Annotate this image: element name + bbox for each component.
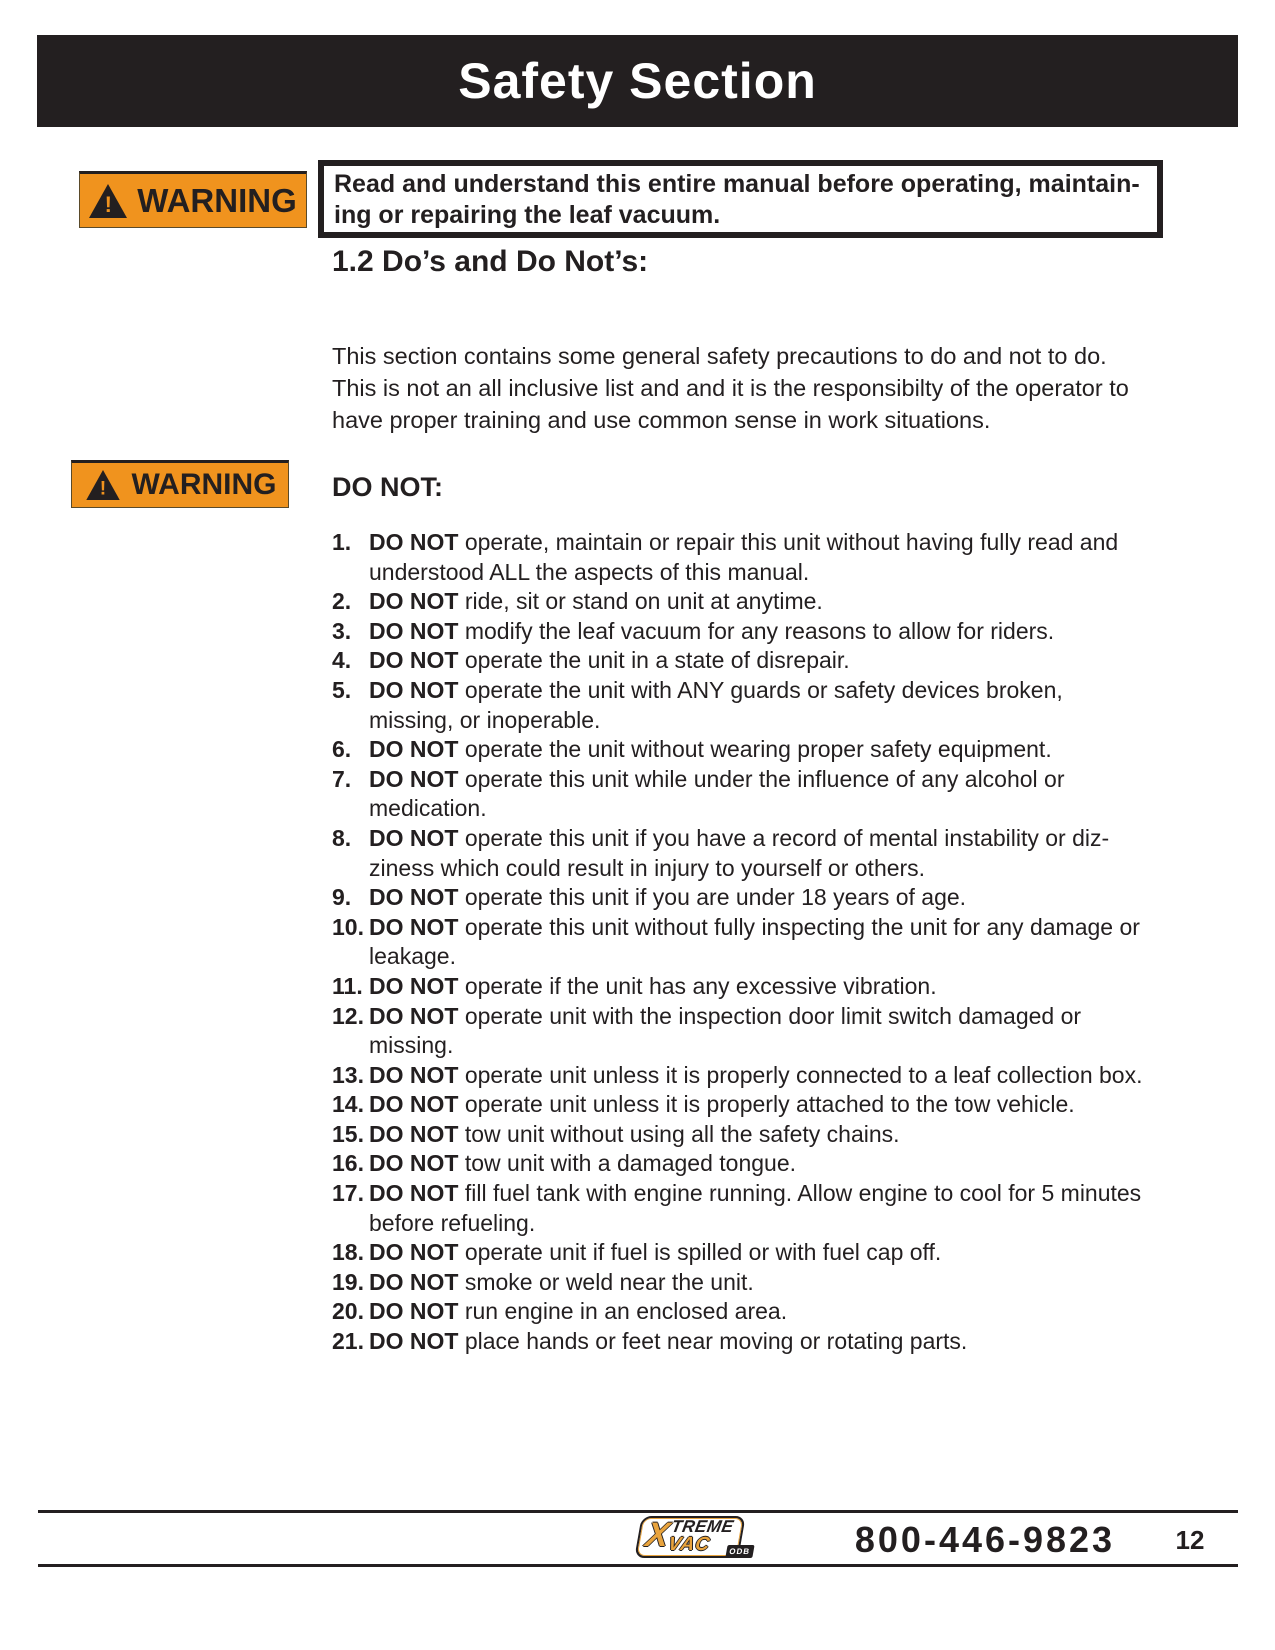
do-not-item: [332, 1002, 1146, 1061]
do-not-item: [332, 528, 1146, 587]
item-text: DO NOT tow unit without using all the safety chains.: [369, 1120, 900, 1147]
do-not-emphasis: DO NOT: [369, 676, 459, 703]
item-number: 13.: [332, 1061, 364, 1088]
section-heading: 1.2 Do’s and Do Not’s:: [332, 245, 649, 278]
item-number: 14.: [332, 1091, 364, 1118]
do-not-item: [332, 883, 1146, 913]
do-not-item: [332, 1149, 1146, 1179]
warning-triangle-icon: !: [89, 184, 127, 218]
do-not-item: [332, 972, 1146, 1002]
do-not-item: [332, 765, 1146, 824]
page-title: Safety Section: [458, 53, 817, 109]
footer-phone-number: 800-446-9823: [854, 1519, 1116, 1560]
do-not-item: [332, 1238, 1146, 1268]
item-number: 18.: [332, 1239, 364, 1266]
item-number: 10.: [332, 913, 364, 940]
item-text: DO NOT operate the unit without wearing proper safety equipment.: [369, 736, 1052, 763]
notice-text: Read and understand this entire manual before operating, maintaining or repairing the leaf vacuum.: [334, 170, 1140, 229]
do-not-emphasis: DO NOT: [369, 765, 459, 792]
do-not-emphasis: DO NOT: [369, 824, 459, 851]
do-not-item: [332, 1120, 1146, 1150]
do-not-emphasis: DO NOT: [369, 1002, 459, 1029]
warning-triangle-icon: !: [86, 470, 119, 500]
item-text: DO NOT tow unit with a damaged tongue.: [369, 1150, 797, 1177]
do-not-item: [332, 646, 1146, 676]
do-not-emphasis: DO NOT: [369, 913, 459, 940]
item-text: DO NOT operate the unit with ANY guards or safety devices broken, missing, or inoperable.: [369, 676, 1063, 733]
logo-odb-badge: ODB: [725, 1545, 754, 1558]
do-not-emphasis: DO NOT: [369, 1150, 459, 1177]
warning-badge: [79, 171, 307, 228]
item-number: 20.: [332, 1298, 364, 1325]
do-not-emphasis: DO NOT: [369, 529, 459, 555]
item-text: DO NOT operate this unit if you have a record of mental instability or dizziness which could result in injury to yourself or others.: [369, 824, 1110, 881]
do-not-emphasis: DO NOT: [369, 588, 459, 615]
item-text: DO NOT place hands or feet near moving or rotating parts.: [369, 1328, 968, 1355]
item-number: 12.: [332, 1002, 364, 1029]
item-number: 1.: [332, 529, 352, 555]
do-not-item: [332, 913, 1146, 972]
item-text: DO NOT operate unit unless it is properly connected to a leaf collection box.: [369, 1061, 1143, 1088]
footer-divider: [38, 1510, 1238, 1513]
item-number: 21.: [332, 1328, 364, 1355]
item-number: 19.: [332, 1268, 364, 1295]
do-not-emphasis: DO NOT: [369, 1268, 459, 1295]
do-not-emphasis: DO NOT: [369, 1298, 459, 1325]
item-text: DO NOT smoke or weld near the unit.: [369, 1268, 754, 1295]
warning-badge: [71, 460, 289, 508]
warning-label: WARNING: [131, 468, 277, 501]
notice-box: [318, 160, 1163, 238]
do-not-heading: DO NOT:: [332, 472, 443, 502]
item-text: DO NOT ride, sit or stand on unit at anytime.: [369, 588, 823, 615]
do-not-emphasis: DO NOT: [369, 884, 459, 911]
do-not-emphasis: DO NOT: [369, 1061, 459, 1088]
item-text: DO NOT operate the unit in a state of disrepair.: [369, 647, 850, 674]
item-text: DO NOT operate this unit while under the influence of any alcohol or medication.: [369, 765, 1065, 822]
item-number: 6.: [332, 736, 352, 763]
logo-x-letter: X: [643, 1516, 673, 1554]
do-not-emphasis: DO NOT: [369, 1120, 459, 1147]
item-text: DO NOT run engine in an enclosed area.: [369, 1298, 788, 1325]
footer-divider: [38, 1564, 1238, 1567]
item-number: 17.: [332, 1180, 364, 1207]
warning-label: WARNING: [137, 181, 297, 219]
item-number: 9.: [332, 884, 352, 911]
do-not-emphasis: DO NOT: [369, 1180, 459, 1207]
intro-paragraph: This section contains some general safety precautions to do and not to do. This is not an all inclusive list and and it is the responsibilty of the operator to have proper training and use common sense in work situations.: [332, 343, 1129, 433]
item-text: DO NOT fill fuel tank with engine running. Allow engine to cool for 5 minutes before refueling.: [369, 1180, 1142, 1236]
item-text: DO NOT operate this unit without fully inspecting the unit for any damage or leakage.: [369, 913, 1140, 970]
item-text: DO NOT operate, maintain or repair this unit without having fully read and understood ALL the aspects of this manual.: [369, 529, 1119, 585]
item-number: 16.: [332, 1150, 364, 1177]
item-number: 2.: [332, 588, 352, 615]
do-not-item: [332, 676, 1146, 735]
do-not-emphasis: DO NOT: [369, 1328, 459, 1355]
do-not-emphasis: DO NOT: [369, 1091, 459, 1118]
item-text: DO NOT operate unit unless it is properly attached to the tow vehicle.: [369, 1091, 1075, 1118]
item-number: 7.: [332, 765, 352, 792]
xtremevac-logo: [638, 1516, 751, 1562]
do-not-item: [332, 1090, 1146, 1120]
item-number: 11.: [332, 972, 363, 999]
do-not-emphasis: DO NOT: [369, 972, 459, 999]
do-not-emphasis: DO NOT: [369, 1239, 459, 1266]
do-not-item: [332, 1297, 1146, 1327]
logo-bottom-text: VAC: [666, 1534, 712, 1555]
item-text: DO NOT modify the leaf vacuum for any reasons to allow for riders.: [369, 617, 1055, 644]
item-number: 4.: [332, 647, 352, 674]
do-not-emphasis: DO NOT: [369, 617, 459, 644]
do-not-item: [332, 1061, 1146, 1091]
do-not-list: [332, 528, 1146, 1357]
item-number: 8.: [332, 824, 352, 851]
do-not-item: [332, 824, 1146, 883]
item-text: DO NOT operate if the unit has any excessive vibration.: [369, 972, 937, 999]
section-header-bar: [37, 35, 1238, 127]
item-number: 15.: [332, 1120, 364, 1147]
item-text: DO NOT operate this unit if you are under 18 years of age.: [369, 884, 967, 911]
do-not-item: [332, 735, 1146, 765]
logo-top-text: TREME: [669, 1517, 736, 1536]
do-not-item: [332, 617, 1146, 647]
do-not-item: [332, 1179, 1146, 1238]
do-not-item: [332, 1268, 1146, 1298]
item-number: 3.: [332, 617, 352, 644]
item-number: 5.: [332, 676, 352, 703]
do-not-emphasis: DO NOT: [369, 736, 459, 763]
do-not-emphasis: DO NOT: [369, 647, 459, 674]
page-number: 12: [1175, 1525, 1205, 1555]
item-text: DO NOT operate unit with the inspection door limit switch damaged or missing.: [369, 1002, 1082, 1059]
do-not-item: [332, 587, 1146, 617]
item-text: DO NOT operate unit if fuel is spilled or with fuel cap off.: [369, 1239, 942, 1266]
do-not-item: [332, 1327, 1146, 1357]
